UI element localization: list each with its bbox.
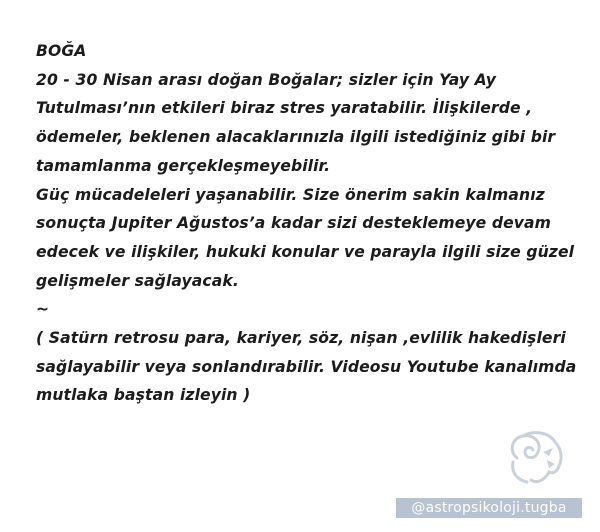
aries-ram-icon — [503, 428, 569, 488]
text-line: mutlaka baştan izleyin ) — [36, 386, 251, 405]
text-line: sonuçta Jupiter Ağustos’a kadar sizi desteklemeye devam — [36, 214, 552, 233]
text-line: sağlayabilir veya sonlandırabilir. Videosu Youtube kanalımda — [36, 357, 577, 376]
text-line: ödemeler, beklenen alacaklarınızla ilgili istediğiniz gibi bir — [36, 128, 556, 147]
tilde-separator: ~ — [36, 300, 50, 319]
post-title: BOĞA — [36, 42, 87, 60]
text-line: Güç mücadeleleri yaşanabilir. Size önerim sakin kalmanız — [36, 185, 545, 204]
text-line: gelişmeler sağlayacak. — [36, 271, 239, 290]
text-line: Tutulması’nın etkileri biraz stres yaratabilir. İlişkilerde , — [36, 99, 533, 118]
account-handle: @astropsikoloji.tugba — [396, 498, 582, 518]
text-line: 20 - 30 Nisan arası doğan Boğalar; sizler için Yay Ay — [36, 70, 496, 89]
post-text — [36, 37, 586, 410]
text-line: tamamlanma gerçekleşmeyebilir. — [36, 156, 331, 175]
text-line: edecek ve ilişkiler, hukuki konular ve parayla ilgili size güzel — [36, 242, 575, 261]
text-line: ( Satürn retrosu para, kariyer, söz, nişan ,evlilik hakedişleri — [36, 329, 566, 348]
